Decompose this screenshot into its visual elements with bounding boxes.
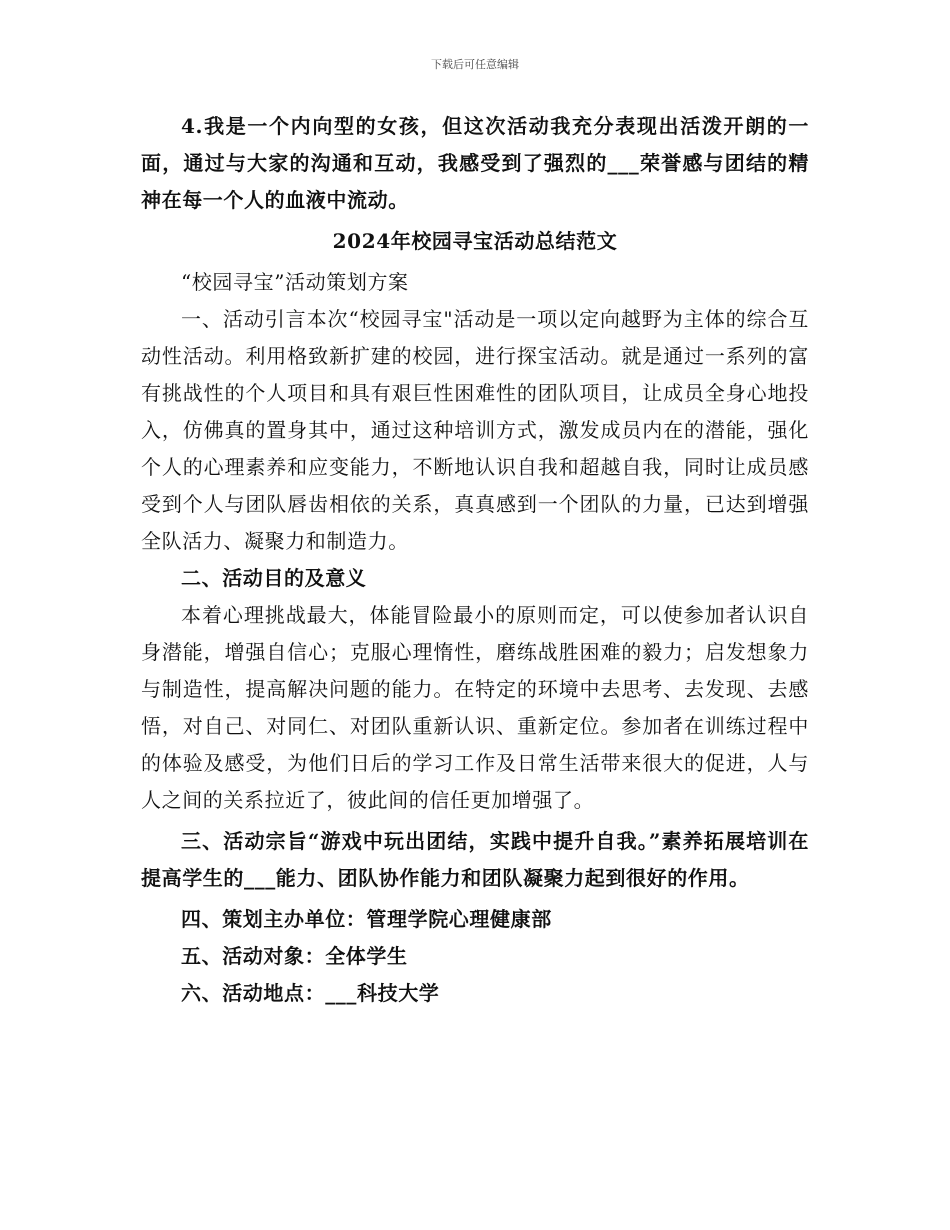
section-2-paragraph: 本着心理挑战最大，体能冒险最小的原则而定，可以使参加者认识自身潜能，增强自信心；克服心理惰性，磨练战胜困难的毅力；启发想象力与制造性，提高解决问题的能力。在特定的环境中去思考、去发现、去感悟，对自己、对同仁、对团队重新认识、重新定位。参加者在训练过程中的体验及感受，为他们日后的学习工作及日常生活带来很大的促进，人与人之间的关系拉近了，彼此间的信任更加增强了。: [141, 603, 809, 812]
intro-paragraph: 4.我是一个内向型的女孩，但这次活动我充分表现出活泼开朗的一面，通过与大家的沟通和互动，我感受到了强烈的___荣誉感与团结的精神在每一个人的血液中流动。: [141, 114, 809, 212]
section-5-heading: 五、活动对象：全体学生: [181, 944, 408, 968]
document-subtitle: “校园寻宝”活动策划方案: [181, 270, 409, 294]
section-1-paragraph: 一、活动引言本次“校园寻宝"活动是一项以定向越野为主体的综合互动性活动。利用格致新扩建的校园，进行探宝活动。就是通过一系列的富有挑战性的个人项目和具有艰巨性困难性的团队项目，让成员全身心地投入，仿佛真的置身其中，通过这种培训方式，激发成员内在的潜能，强化个人的心理素养和应变能力，不断地认识自我和超越自我，同时让成员感受到个人与团队唇齿相依的关系，真真感到一个团队的力量，已达到增强全队活力、凝聚力和制造力。: [141, 307, 809, 553]
section-2-heading: 二、活动目的及意义: [181, 566, 367, 590]
document-title: 2024年校园寻宝活动总结范文: [332, 229, 618, 253]
section-3-paragraph: 三、活动宗旨“游戏中玩出团结，实践中提升自我。”素养拓展培训在提高学生的___能力、团队协作能力和团队凝聚力起到很好的作用。: [141, 829, 809, 890]
section-4-heading: 四、策划主办单位：管理学院心理健康部: [181, 907, 552, 931]
page-header: 下载后可任意编辑: [431, 58, 519, 71]
document-body: [141, 108, 809, 1012]
section-6-heading: 六、活动地点：___科技大学: [181, 981, 440, 1005]
